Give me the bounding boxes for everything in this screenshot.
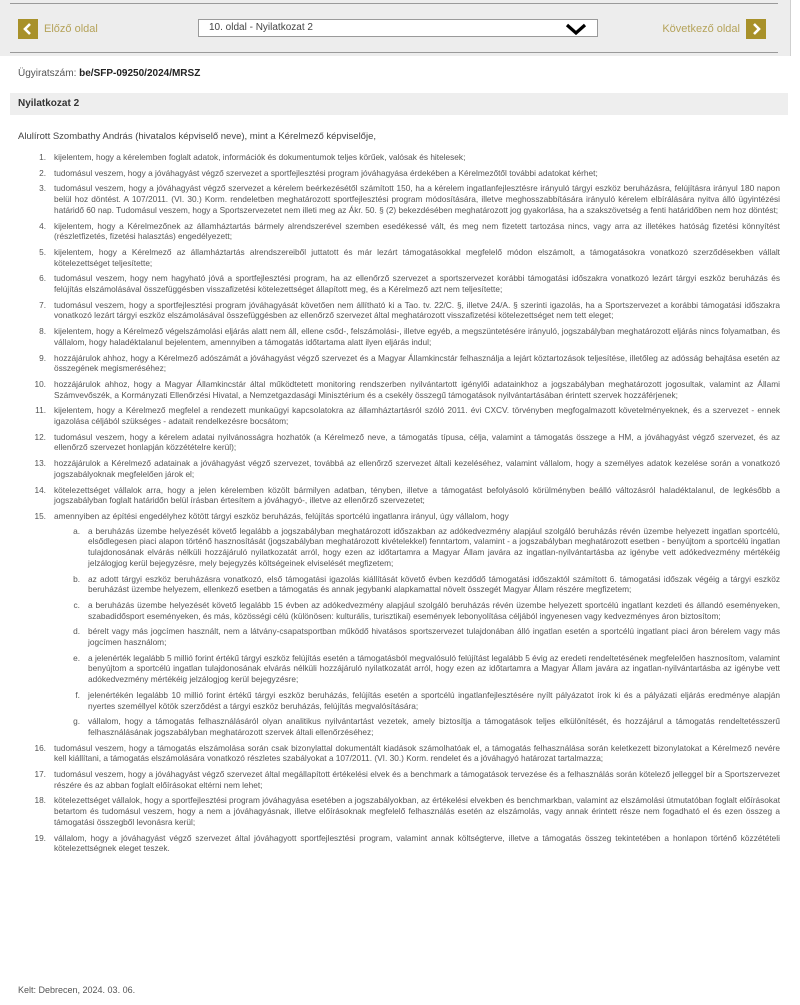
list-item-number: 14. — [34, 484, 46, 495]
next-page-label: Következő oldal — [662, 23, 740, 35]
list-item-text: kijelentem, hogy a Kérelmező megfelel a rendezett munkaügyi kapcsolatokra az államháztartásról szóló 2011. évi CXCV. törvényben megfogalmazott követelményeknek, és a szervezet - ennek igazolása céljából szükséges - adatait rendelkezésre bocsátom; — [54, 405, 780, 427]
list-item — [20, 300, 780, 321]
sub-list-item-letter: a. — [73, 525, 80, 536]
list-item — [20, 795, 780, 827]
list-item-number: 18. — [34, 795, 46, 806]
list-item-number: 8. — [39, 326, 46, 337]
list-item — [20, 432, 780, 453]
list-item-number: 3. — [39, 183, 46, 194]
list-item-text: kijelentem, hogy a Kérelmezőnek az államháztartás bármely alrendszerével szemben esedékessé vált, és meg nem fizetett tartozása nincs, vagy arra az illetékes hatóság fizetési könnyítést (részletfizetés, fizetési halasztás) engedélyezett; — [54, 220, 780, 242]
bottom-divider — [10, 52, 778, 53]
sub-list-item-text: vállalom, hogy a támogatás felhasználásáról olyan analitikus nyilvántartást vezetek, amely biztosítja a támogatások teljes elkülönítését, és hozzájárul a támogatás rendeltetésszerű felhasználásának jogszabályban meghatározott szervek általi ellenőrzéséhez; — [88, 716, 780, 737]
chevron-down-icon — [565, 23, 587, 41]
list-item — [20, 485, 780, 506]
list-item-number: 2. — [39, 167, 46, 178]
list-item — [20, 743, 780, 764]
case-number-value: be/SFP-09250/2024/MRSZ — [79, 68, 201, 79]
sub-list-item — [54, 690, 780, 711]
sub-list-item — [54, 626, 780, 647]
list-item-text: hozzájárulok ahhoz, hogy a Kérelmező adószámát a jóváhagyást végző szervezet és a Magyar Államkincstár felhasználja a lejárt köztartozások teljesítése, illetőleg az adósság behajtása esetén az összegének megismeréséhez; — [54, 352, 780, 374]
list-item — [20, 511, 780, 738]
list-item-text: tudomásul veszem, hogy nem hagyható jóvá a sportfejlesztési program, ha az ellenőrző szervezet a sportszervezet korábbi támogatási időszakra vonatkozó lezárt tárgyi eszköz beruházás és felújítás elszámolásával összefüggésben visszafizetési kötelezettséget állapított meg, és a Kérelmező azt nem teljesítette; — [54, 273, 780, 295]
page-select-value: 10. oldal - Nyilatkozat 2 — [209, 22, 313, 33]
sub-list-item-letter: e. — [73, 652, 80, 663]
declaration-list — [20, 152, 780, 859]
top-divider — [10, 3, 778, 4]
sub-list-item — [54, 600, 780, 621]
list-item-text: kijelentem, hogy a Kérelmező az államháztartás alrendszereiből juttatott és már lezárt támogatásokkal megfelelő módon elszámolt, a támogatásokra vonatkozó szerződésekben vállalt kötelezettséget teljesítette; — [54, 246, 780, 268]
list-item-number: 9. — [39, 352, 46, 363]
sub-list-item-text: a jelenérték legalább 5 millió forint értékű tárgyi eszköz felújítás esetén a támogatásból megvalósuló felújítást legalább 5 évig az eredeti rendeltetésének megfelelően hasznosítom, valamint benyújtom a sportcélú ingatlan tulajdonosának elvárás nélküli hozzájáruló nyilatkozatát arról, hogy ezen az időtartamra a Magyar Állam javára az ingatlan-nyilvántartásba az igénybe vett adókedvezmény mértékéig jelzálogjog kerül bejegyzésre; — [88, 652, 780, 685]
list-item-number: 13. — [34, 458, 46, 469]
list-item-number: 11. — [35, 405, 46, 416]
list-item-number: 15. — [34, 510, 46, 521]
section-title: Nyilatkozat 2 — [10, 93, 788, 115]
sub-list-item-text: bérelt vagy más jogcímen használt, nem a látvány-csapatsportban működő hivatásos sportszervezet tulajdonában álló ingatlan esetén a sportcélú ingatlant piaci áron bérelem vagy más jogcímen használom; — [88, 626, 780, 648]
list-item — [20, 833, 780, 854]
sub-list — [54, 526, 780, 738]
next-page-button[interactable] — [656, 19, 766, 39]
list-item-text: kijelentem, hogy a Kérelmező végelszámolási eljárás alatt nem áll, ellene csőd-, felszámolási-, illetve egyéb, a megszüntetésére irányuló, jogszabályban meghatározott eljárás nincs folyamatban, és vállalom, hogy haladéktalanul bejelentem, amennyiben a támogatás időtartama alatt ilyen eljárás indul; — [54, 326, 780, 347]
list-item-text: tudomásul veszem, hogy a jóváhagyást végző szervezet a sportfejlesztési program jóváhagyása érdekében a Kérelmezőtől további adatokat kérhet; — [54, 167, 598, 178]
list-item-number: 10. — [34, 378, 46, 389]
list-item — [20, 273, 780, 294]
chevron-left-icon — [18, 19, 38, 39]
list-item-text: amennyiben az építési engedélyhez kötött tárgyi eszköz beruházás, felújítás sportcélú ingatlanra irányul, úgy vállalom, hogy — [54, 510, 509, 521]
declaration-intro: Alulírott Szombathy András (hivatalos képviselő neve), mint a Kérelmező képviselője, — [18, 131, 377, 142]
list-item-text: kijelentem, hogy a kérelemben foglalt adatok, információk és dokumentumok teljes körűek, valósak és hitelesek; — [54, 152, 466, 162]
list-item-text: hozzájárulok ahhoz, hogy a Magyar Államkincstár által működtetett monitoring rendszerben nyilvántartott igénylői adatainkhoz a jogszabályban meghatározott jogosultak, valamint az Állami Számvevőszék, a Kormányzati Ellenőrzési Hivatal, a Nemzetgazdasági Minisztérium és a csekély összegű támogatások nyilvántartásában érintett szervek hozzáférjenek; — [54, 378, 780, 400]
sub-list-item — [54, 526, 780, 569]
sub-list-item-text: jelenértékén legalább 10 millió forint értékű tárgyi eszköz beruházás, felújítás esetén a sportcélú ingatlanfejlesztésére nyílt pályázatot írok ki és a pályázati eljárás eredménye alapján nyertes személlyel kötök szerződést a tárgyi eszköz beruházás, felújítás megvalósítására; — [88, 689, 780, 711]
list-item-text: tudomásul veszem, hogy a jóváhagyást végző szervezet a kérelem beérkezésétől számított 150, ha a kérelem ingatlanfejlesztésre irányuló tárgyi eszköz beruházásra, felújításra irányul 180 napon belül hoz döntést. A 107/2011. (VI. 30.) Korm. rendeletben meghatározott sportfejlesztési program módosítására, illetve meghosszabbítására irányuló kérelem elbírálására nyitva álló ügyintézési határidő 60 nap. Tudomásul veszem, hogy a Sportszervezetet nem illeti meg az Ákr. 50. § (2) bekezdésében meghatározott jog gyakorlása, ha a szakszövetség a fenti határidőben nem hoz döntést; — [54, 183, 780, 215]
previous-page-button[interactable] — [18, 19, 104, 39]
sub-list-item-letter: d. — [73, 626, 80, 637]
list-item — [20, 183, 780, 215]
case-number-label: Ügyiratszám: — [18, 68, 77, 79]
sub-list-item-text: a beruházás üzembe helyezését követő legalább 15 évben az adókedvezmény alapjául szolgáló beruházás révén üzembe helyezett sportcélú ingatlant kezdeti és állandó eseményeken, szabadidősport eseményeken, és más, közösségi célú (különösen: kulturális, turisztikai) események lebonyolítása céljából ingyenesen vagy kedvezményes áron biztosítom; — [88, 599, 780, 621]
list-item — [20, 379, 780, 400]
list-item-number: 6. — [39, 273, 46, 284]
list-item — [20, 247, 780, 268]
list-item — [20, 168, 780, 179]
sub-list-item — [54, 716, 780, 737]
sub-list-item-letter: b. — [73, 573, 80, 584]
list-item-text: kötelezettséget vállalok, hogy a sportfejlesztési program jóváhagyása esetében a jogszabályokban, az értékelési elvekben és benchmarkban, valamint az elszámolási útmutatóban foglalt előírásokat betartom és tudomásul veszem, hogy a nem a jóváhagyásnak, illetve előírásoknak megfelelő felhasználás esetén az elszámolás, vagy annak érintett része nem fogadható el és ezen összeg a támogatási összegből levonásra kerül; — [54, 795, 780, 827]
page-navigation-bar — [0, 0, 791, 56]
list-item-number: 17. — [34, 769, 46, 780]
list-item-text: kötelezettséget vállalok arra, hogy a jelen kérelemben közölt bármilyen adatban, tényben, illetve a támogatást befolyásoló körülményben beálló változásról haladéktalanul, de legkésőbb a jogszabályban foglalt határidőn belül írásban értesítem a jóváhagyó-, illetve az ellenőrző szervezetet; — [54, 484, 780, 506]
list-item-text: tudomásul veszem, hogy a kérelem adatai nyilvánosságra hozhatók (a Kérelmező neve, a támogatás típusa, célja, valamint a támogatás összege a HM, a jóváhagyást végző szervezet, és az ellenőrző szervezet honlapján közzétételre kerül); — [54, 431, 780, 453]
list-item-text: tudomásul veszem, hogy a sportfejlesztési program jóváhagyását követően nem állítható ki a Tao. tv. 22/C. §, illetve 24/A. § szerinti igazolás, ha a Sportszervezet a korábbi támogatási időszakra vonatkozó lezárt tárgyi eszköz elszámolásával összefüggésben az ellenőrző szervezet által meghatározott visszafizetési kötelezettséget nem tett eleget; — [54, 299, 780, 321]
case-number — [18, 68, 200, 79]
page-select[interactable] — [198, 19, 598, 37]
sub-list-item-text: az adott tárgyi eszköz beruházásra vonatkozó, első támogatási igazolás kiállítását követő évben kezdődő támogatási időszaktól számított 6. támogatási időszak végéig a tárgyi eszköz beruházást üzembe helyezem, ellenkező esetben a támogatás és annak jegybanki alapkamattal növelt összegét Magyar Állam részére megfizetem; — [88, 573, 780, 595]
list-item-number: 1. — [39, 152, 46, 162]
list-item — [20, 458, 780, 479]
list-item-number: 5. — [39, 246, 46, 257]
list-item-number: 7. — [39, 299, 46, 310]
sub-list-item-text: a beruházás üzembe helyezését követő legalább a jogszabályban meghatározott időszakban az adókedvezmény alapjául szolgáló beruházás révén üzembe helyezett ingatlan sportcélú, elsődlegesen piaci alapon történő hasznosítását (jogszabályban meghatározott kivételekkel) fenntartom, valamint - a jogszabályban meghatározott esetben - benyújtom a sportcélú ingatlan tulajdonosának elvárás nélküli hozzájáruló nyilatkozatát arról, hogy ezen az időtartamra a Magyar Állam javára az ingatlan-nyilvántartásba az igénybe vett adókedvezmény mértékéig jelzálogjog kerül bejegyzésre, mely bejegyzés költségeinek elviselését megfizetem; — [88, 525, 780, 568]
list-item — [20, 152, 780, 163]
sub-list-item-letter: g. — [73, 716, 80, 727]
list-item-text: vállalom, hogy a jóváhagyást végző szervezet által jóváhagyott sportfejlesztési program, valamint annak költségterve, illetve a támogatás összeg tekintetében a honlapon történő közzétételi kötelezettségnek eleget teszek. — [54, 832, 780, 854]
sub-list-item-letter: c. — [73, 599, 80, 610]
signature-place-date: Kelt: Debrecen, 2024. 03. 06. — [18, 985, 136, 995]
list-item-number: 4. — [39, 220, 46, 231]
list-item — [20, 353, 780, 374]
list-item — [20, 769, 780, 790]
sub-list-item-letter: f. — [75, 689, 80, 700]
list-item-text: hozzájárulok a Kérelmező adatainak a jóváhagyást végző szervezet, továbbá az ellenőrző szervezet általi kezeléséhez, valamint vállalom, hogy a személyes adatok kezelése során a vonatkozó jogszabályoknak megfelelően járok el; — [54, 458, 780, 479]
list-item — [20, 405, 780, 426]
list-item-text: tudomásul veszem, hogy a támogatás elszámolása során csak bizonylattal dokumentált kiadások számolhatóak el, a támogatás felhasználása során keletkezett bizonylatokat a Kérelmező nevére kell kiállítani, a támogatás elszámolására vonatkozó részletes szabályokat a 107/2011. (VI. 30.) Korm. rendelet és a jóváhagyó határozat tartalmazza; — [54, 742, 780, 764]
list-item-number: 16. — [34, 742, 46, 753]
list-item-text: tudomásul veszem, hogy a jóváhagyást végző szervezet által megállapított értékelési elvek és a benchmark a támogatások tervezése és a felhasználás során kötelező jelleggel bír a Sportszervezet részére és az abban foglalt előírásokat eltérni nem lehet; — [54, 769, 780, 790]
list-item-number: 12. — [34, 431, 46, 442]
sub-list-item — [54, 653, 780, 685]
list-item — [20, 221, 780, 242]
list-item-number: 19. — [34, 832, 46, 843]
chevron-right-icon — [746, 19, 766, 39]
list-item — [20, 326, 780, 347]
previous-page-label: Előző oldal — [44, 23, 98, 35]
sub-list-item — [54, 574, 780, 595]
